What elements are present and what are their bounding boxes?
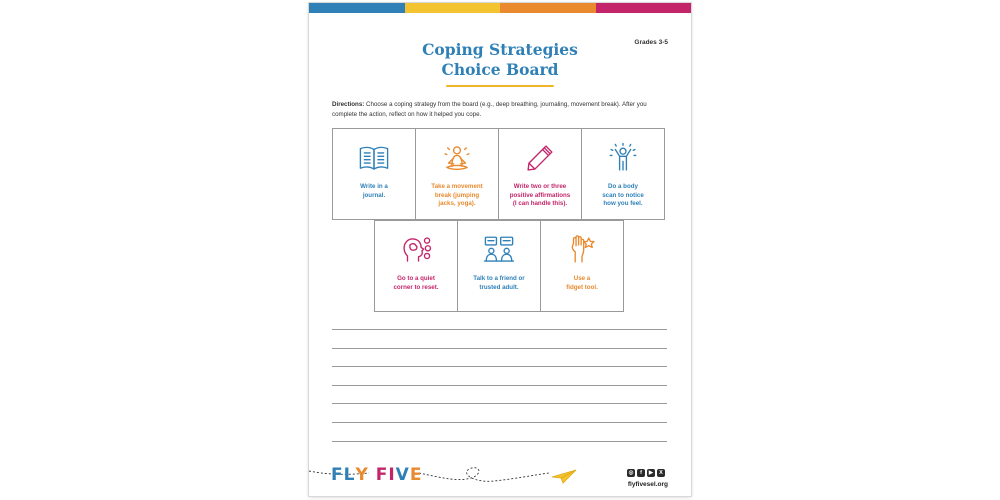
writing-line[interactable] <box>332 366 667 385</box>
choice-cell-fidget <box>540 220 624 312</box>
choice-cell-affirmations <box>498 128 582 220</box>
choice-cell-journal <box>332 128 416 220</box>
directions <box>332 100 672 120</box>
color-stripe <box>309 3 691 13</box>
writing-line[interactable] <box>332 422 667 441</box>
instagram-icon[interactable]: ◎ <box>628 470 634 476</box>
worksheet-page <box>309 3 691 496</box>
choice-cell-body-scan <box>581 128 665 220</box>
website-link[interactable]: flyfivesel.org <box>627 481 668 488</box>
grade-level: Grades 3-5 <box>634 39 668 46</box>
directions-label: Directions: <box>332 101 365 108</box>
choice-cell-movement <box>415 128 499 220</box>
choice-cell-quiet-corner <box>374 220 458 312</box>
fidget-hand-icon <box>565 233 599 267</box>
logo-letter: E <box>409 465 422 485</box>
mind-emotions-icon <box>399 233 433 267</box>
choice-board-row-2 <box>374 220 623 312</box>
choice-label: Take a movement break (jumping jacks, yoga). <box>431 183 483 207</box>
stripe-blue <box>309 3 405 13</box>
logo-letter: F <box>331 465 343 485</box>
facebook-icon[interactable]: f <box>637 469 645 477</box>
body-scan-icon <box>606 141 640 175</box>
logo-letter: Y <box>355 465 368 485</box>
logo-letter: I <box>388 465 395 485</box>
paper-plane-icon <box>551 468 577 484</box>
title-line-2: Choice Board <box>441 60 559 79</box>
choice-label: Talk to a friend or trusted adult. <box>473 275 525 291</box>
choice-board-row-1 <box>332 128 664 220</box>
conversation-icon <box>482 233 516 267</box>
logo-letter: V <box>395 465 409 485</box>
directions-text: Choose a coping strategy from the board (e.g., deep breathing, journaling, movement break). After you complete the action, reflect on how it helped you cope. <box>332 101 647 118</box>
choice-label: Go to a quiet corner to reset. <box>393 275 439 291</box>
reflection-lines <box>332 329 667 459</box>
writing-line[interactable] <box>332 348 667 367</box>
page-title <box>309 40 691 80</box>
stripe-yellow <box>405 3 501 13</box>
choice-label: Do a body scan to notice how you feel. <box>602 183 644 207</box>
writing-line[interactable] <box>332 329 667 348</box>
social-links <box>627 469 665 477</box>
title-line-1: Coping Strategies <box>422 40 578 59</box>
writing-line[interactable] <box>332 385 667 404</box>
meditation-icon <box>440 141 474 175</box>
x-icon[interactable]: X <box>657 469 665 477</box>
logo-letter: L <box>343 465 355 485</box>
title-underline <box>446 85 554 87</box>
fly-five-logo <box>331 465 421 485</box>
stripe-magenta <box>596 3 692 13</box>
choice-label: Write in a journal. <box>360 183 388 199</box>
choice-label: Write two or three positive affirmations (I can handle this). <box>509 183 571 207</box>
pencil-icon <box>523 141 557 175</box>
writing-line[interactable] <box>332 403 667 422</box>
logo-letter: F <box>375 465 388 485</box>
logo-letter <box>369 465 375 485</box>
stripe-orange <box>500 3 596 13</box>
writing-line[interactable] <box>332 441 667 460</box>
choice-cell-talk <box>457 220 541 312</box>
open-book-icon <box>357 141 391 175</box>
choice-label: Use a fidget tool. <box>566 275 598 291</box>
youtube-icon[interactable]: ▶ <box>648 470 654 476</box>
